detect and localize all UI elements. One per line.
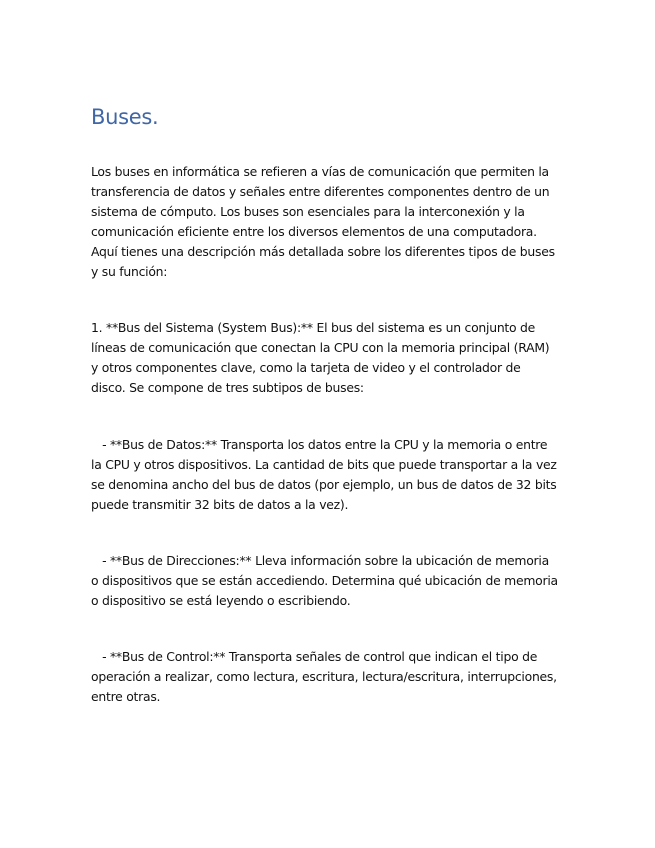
data-bus-paragraph: - **Bus de Datos:** Transporta los datos entre la CPU y la memoria o entre la CPU y otros dispositivos. La cantidad de bits que puede transportar a la vez se denomina ancho del bus de datos (por ejemplo, un bus de datos de 32 bits puede transmitir 32 bits de datos a la vez). xyxy=(91,437,557,512)
system-bus-paragraph: 1. **Bus del Sistema (System Bus):** El bus del sistema es un conjunto de líneas de comunicación que conectan la CPU con la memoria principal (RAM) y otros componentes clave, como la tarjeta de video y el controlador de disco. Se compone de tres subtipos de buses: xyxy=(91,320,550,395)
control-bus-paragraph: - **Bus de Control:** Transporta señales de control que indican el tipo de operación a realizar, como lectura, escritura, lectura/escritura, interrupciones, entre otras. xyxy=(91,649,557,704)
intro-paragraph: Los buses en informática se refieren a vías de comunicación que permiten la transferencia de datos y señales entre diferentes componentes dentro de un sistema de cómputo. Los buses son esenciales para la interconexión y la comunicación eficiente entre los diversos elementos de una computadora. Aquí tienes una descripción más detallada sobre los diferentes tipos de buses y su función: xyxy=(91,164,555,279)
address-bus-paragraph: - **Bus de Direcciones:** Lleva información sobre la ubicación de memoria o dispositivos que se están accediendo. Determina qué ubicación de memoria o dispositivo se está leyendo o escribiendo. xyxy=(91,553,558,608)
document-title: Buses. xyxy=(91,105,159,129)
